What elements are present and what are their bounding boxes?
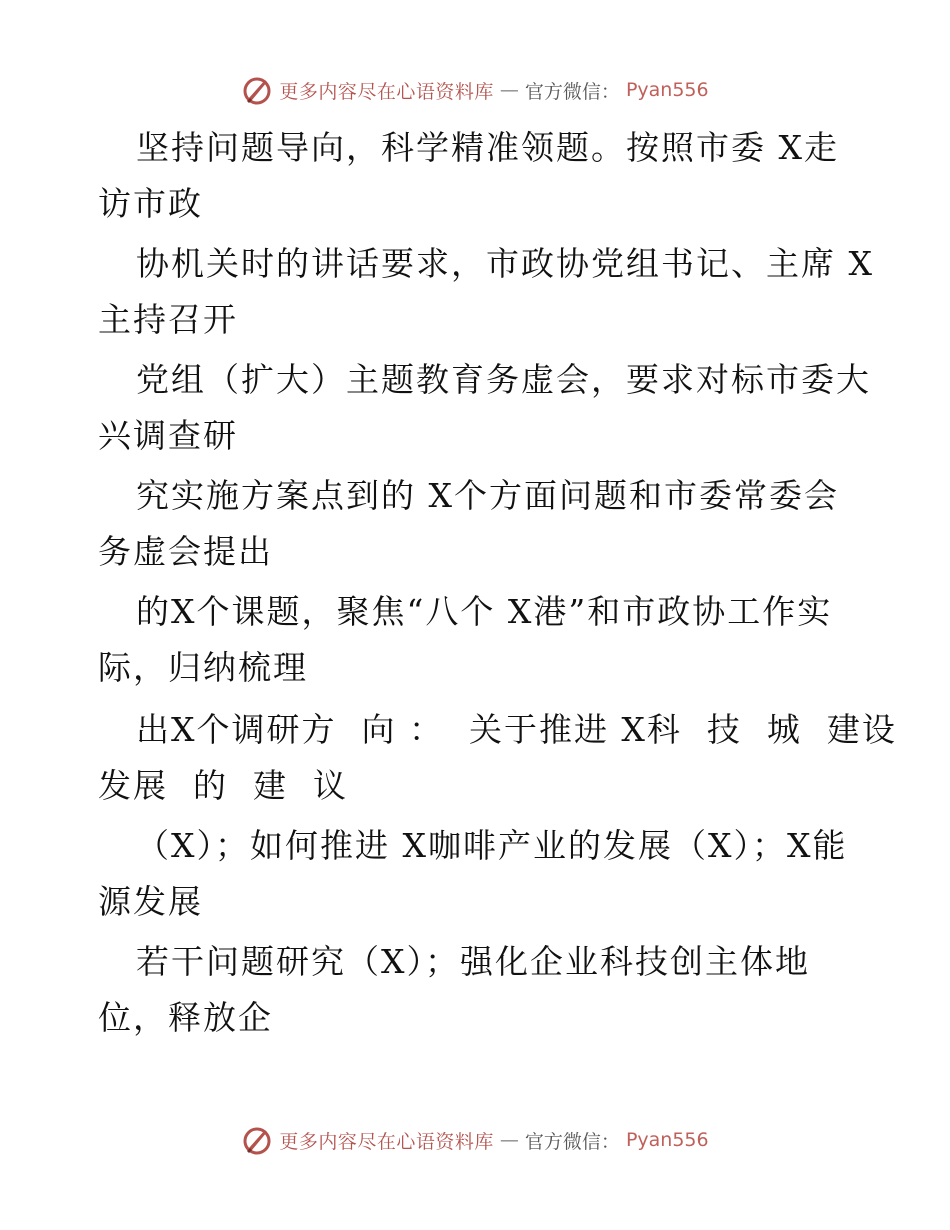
header-watermark-banner	[0, 70, 950, 110]
text-line: 若干问题研究（X）；强化企业科技创主体地	[136, 942, 810, 981]
quill-pen-icon	[241, 74, 273, 106]
contact-id: Pyan556	[625, 1129, 709, 1151]
text-line: 坚持问题导向，科学精准领题。按照市委 X走	[136, 128, 839, 167]
banner-dash: —	[499, 79, 519, 101]
text-line: 兴调查研	[98, 416, 238, 455]
text-line: 主持召开	[98, 300, 238, 339]
brand-text: 更多内容尽在心语资料库	[279, 80, 494, 103]
quill-pen-icon	[241, 1124, 273, 1156]
text-line: 协机关时的讲话要求，市政协党组书记、主席 X	[136, 244, 874, 283]
text-line: 务虚会提出	[98, 532, 273, 571]
text-line: 源发展	[98, 882, 203, 921]
contact-id: Pyan556	[625, 79, 709, 101]
contact-label: 官方微信：	[524, 80, 620, 103]
text-line: 究实施方案点到的 X个方面问题和市委常委会	[136, 476, 839, 515]
text-line: （X）；如何推进 X咖啡产业的发展（X）；X能	[136, 826, 848, 865]
brand-text: 更多内容尽在心语资料库	[279, 1130, 494, 1153]
text-line: 访市政	[98, 184, 203, 223]
footer-watermark-banner	[0, 1120, 950, 1160]
text-line: 位，释放企	[98, 998, 273, 1037]
text-line: 的X个课题，聚焦“八个 X港”和市政协工作实	[136, 592, 833, 631]
text-line: 发展 的 建 议	[98, 766, 348, 805]
text-line: 际，归纳梳理	[98, 648, 308, 687]
text-line: 党组（扩大）主题教育务虚会，要求对标市委大	[136, 360, 871, 399]
text-line: 出X个调研方 向 ： 关于推进 X科 技 城 建设	[136, 710, 897, 749]
banner-dash: —	[499, 1129, 519, 1151]
contact-label: 官方微信：	[524, 1130, 620, 1153]
